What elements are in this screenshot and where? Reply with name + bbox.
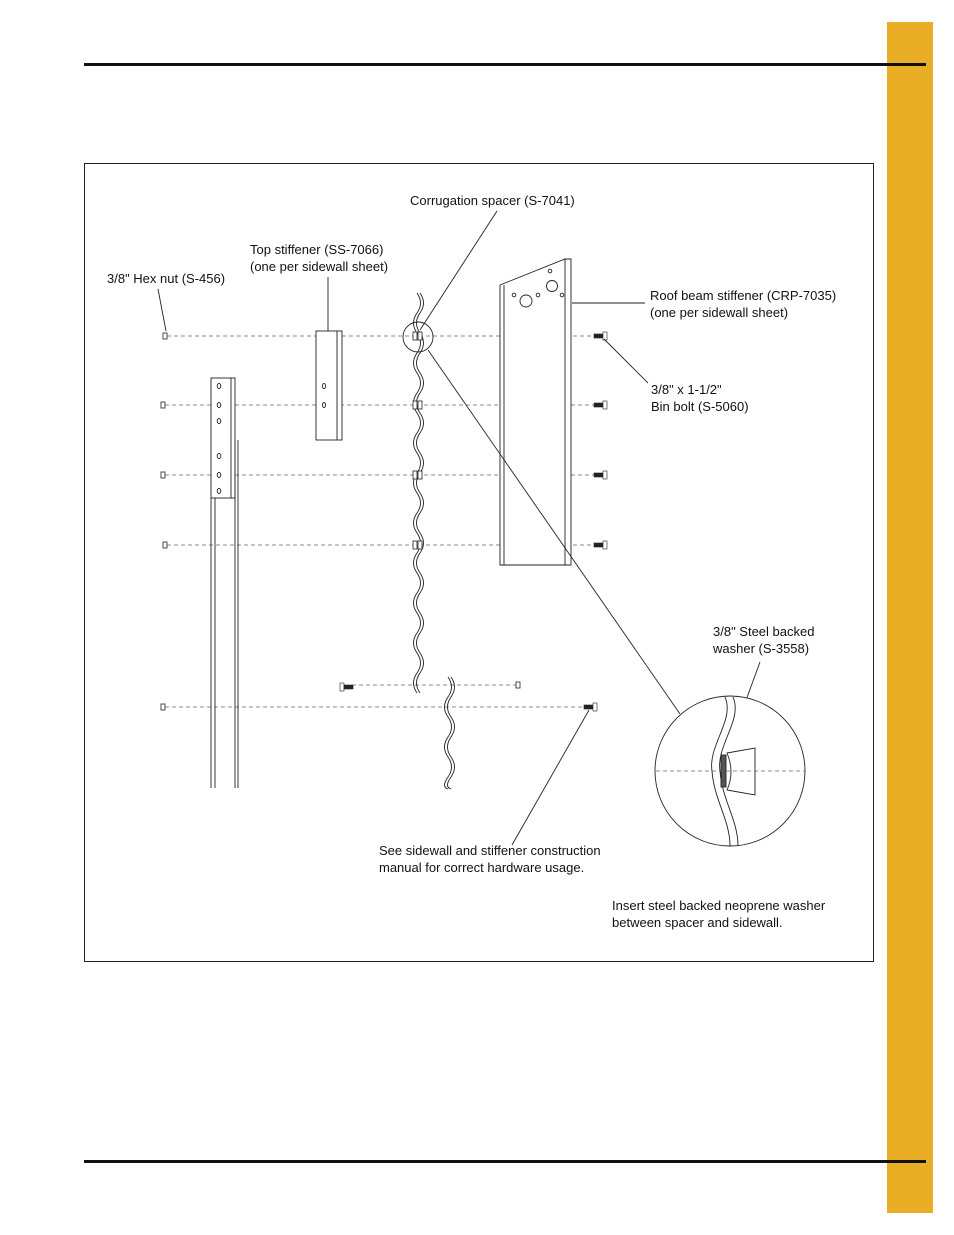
label-top-stiffener: Top stiffener (SS-7066) (one per sidewall sheet) (250, 242, 389, 274)
hex-nut-3 (161, 472, 165, 478)
hex-nut-2 (161, 402, 165, 408)
hex-nut-6 (516, 682, 520, 688)
label-insert-washer: Insert steel backed neoprene washer between spacer and sidewall. (612, 898, 826, 930)
hex-nut-4 (163, 542, 167, 548)
hex-nut-1 (163, 333, 167, 339)
label-corrugation-spacer: Corrugation spacer (S-7041) (410, 193, 575, 208)
corrugation-spacers (413, 332, 422, 549)
label-steel-backed-washer: 3/8" Steel backed washer (S-3558) (713, 624, 815, 656)
roof-beam-stiffener (500, 259, 571, 565)
label-see-manual: See sidewall and stiffener construction manual for correct hardware usage. (379, 843, 601, 875)
hex-nut-5 (161, 704, 165, 710)
top-stiffener (316, 331, 342, 440)
label-bin-bolt: 3/8" x 1-1/2" Bin bolt (S-5060) (651, 382, 749, 414)
label-roof-beam-stiffener: Roof beam stiffener (CRP-7035) (one per sidewall sheet) (650, 288, 837, 320)
label-hex-nut: 3/8" Hex nut (S-456) (107, 271, 226, 286)
sidewall-stiffener (211, 378, 238, 788)
washer-detail (655, 696, 805, 846)
